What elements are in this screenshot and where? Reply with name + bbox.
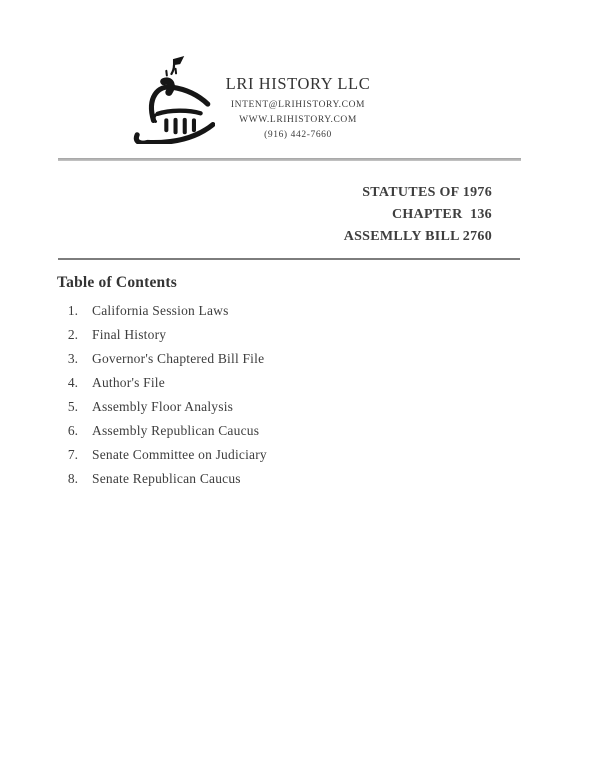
- contact-email: INTENT@LRIHISTORY.COM: [230, 100, 366, 110]
- toc-item: [0, 447, 600, 471]
- toc-item-number: 4.: [67, 375, 78, 390]
- toc-item-number: 2.: [67, 327, 78, 342]
- toc-item-label: Senate Republican Caucus: [92, 471, 241, 486]
- letterhead: [178, 74, 418, 145]
- toc-item: [0, 399, 600, 423]
- divider-bottom-rule: [58, 258, 520, 260]
- toc-item-number: 3.: [67, 351, 78, 366]
- toc-item-number: 5.: [67, 399, 78, 414]
- toc-item: [0, 327, 600, 351]
- toc-item-label: Author's File: [92, 375, 165, 390]
- company-name: LRI HISTORY LLC: [225, 74, 371, 93]
- toc-item-number: 1.: [67, 303, 78, 318]
- toc-list: [0, 303, 600, 495]
- toc-item-number: 7.: [67, 447, 78, 462]
- toc-item: [0, 423, 600, 447]
- toc-item-label: California Session Laws: [92, 303, 229, 318]
- toc-item-number: 6.: [67, 423, 78, 438]
- toc-item: [0, 351, 600, 375]
- toc-item-label: Senate Committee on Judiciary: [92, 447, 267, 462]
- statutes-reference-block: [344, 182, 492, 248]
- toc-title: Table of Contents: [57, 274, 177, 291]
- assembly-bill-line: ASSEMLLY BILL 2760: [343, 229, 492, 244]
- contact-website: WWW.LRIHISTORY.COM: [239, 115, 357, 125]
- toc-item: [0, 303, 600, 327]
- toc-item: [0, 375, 600, 399]
- chapter-line: CHAPTER 136: [391, 207, 492, 222]
- contact-phone: (916) 442-7660: [264, 130, 332, 140]
- toc-item: [0, 471, 600, 495]
- toc-item-label: Governor's Chaptered Bill File: [92, 351, 265, 366]
- statutes-line: STATUTES OF 1976: [362, 185, 492, 200]
- divider-top-rule: [58, 158, 521, 161]
- toc-item-number: 8.: [67, 471, 78, 486]
- toc-item-label: Assembly Floor Analysis: [92, 399, 234, 414]
- toc-item-label: Final History: [92, 327, 167, 342]
- toc-item-label: Assembly Republican Caucus: [92, 423, 260, 438]
